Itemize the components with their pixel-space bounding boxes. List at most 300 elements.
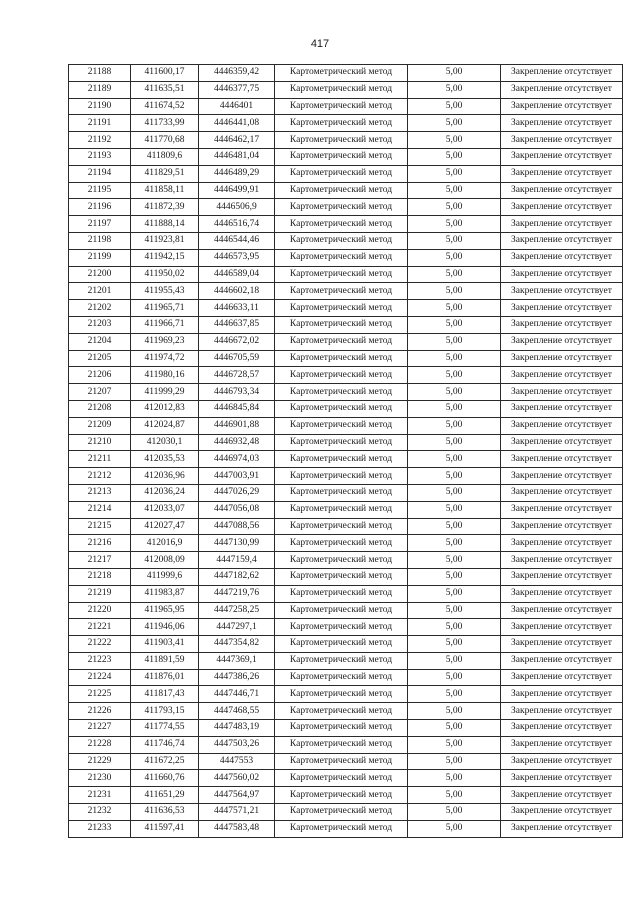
table-row	[69, 165, 623, 182]
accuracy-cell: 5,00	[408, 115, 501, 132]
point-number-cell: 21204	[69, 333, 131, 350]
table-row	[69, 400, 623, 417]
accuracy-cell: 5,00	[408, 249, 501, 266]
method-cell: Картометрический метод	[275, 619, 408, 636]
method-cell: Картометрический метод	[275, 568, 408, 585]
accuracy-cell: 5,00	[408, 787, 501, 804]
y-coordinate-cell: 4446589,04	[199, 266, 275, 283]
point-number-cell: 21233	[69, 820, 131, 837]
method-cell: Картометрический метод	[275, 804, 408, 821]
method-cell: Картометрический метод	[275, 518, 408, 535]
fixation-cell: Закрепление отсутствует	[501, 199, 623, 216]
method-cell: Картометрический метод	[275, 300, 408, 317]
fixation-cell: Закрепление отсутствует	[501, 165, 623, 182]
table-row	[69, 300, 623, 317]
method-cell: Картометрический метод	[275, 636, 408, 653]
x-coordinate-cell: 411966,71	[131, 316, 199, 333]
fixation-cell: Закрепление отсутствует	[501, 266, 623, 283]
table-row	[69, 552, 623, 569]
point-number-cell: 21228	[69, 736, 131, 753]
accuracy-cell: 5,00	[408, 753, 501, 770]
table-row	[69, 753, 623, 770]
y-coordinate-cell: 4447468,55	[199, 703, 275, 720]
point-number-cell: 21194	[69, 165, 131, 182]
point-number-cell: 21219	[69, 585, 131, 602]
y-coordinate-cell: 4447354,82	[199, 636, 275, 653]
method-cell: Картометрический метод	[275, 148, 408, 165]
y-coordinate-cell: 4447553	[199, 753, 275, 770]
fixation-cell: Закрепление отсутствует	[501, 115, 623, 132]
method-cell: Картометрический метод	[275, 333, 408, 350]
method-cell: Картометрический метод	[275, 81, 408, 98]
method-cell: Картометрический метод	[275, 316, 408, 333]
x-coordinate-cell: 411923,81	[131, 232, 199, 249]
y-coordinate-cell: 4446974,03	[199, 451, 275, 468]
point-number-cell: 21205	[69, 350, 131, 367]
accuracy-cell: 5,00	[408, 266, 501, 283]
method-cell: Картометрический метод	[275, 417, 408, 434]
table-row	[69, 585, 623, 602]
table-row	[69, 199, 623, 216]
table-row	[69, 736, 623, 753]
x-coordinate-cell: 412024,87	[131, 417, 199, 434]
method-cell: Картометрический метод	[275, 132, 408, 149]
fixation-cell: Закрепление отсутствует	[501, 484, 623, 501]
point-number-cell: 21218	[69, 568, 131, 585]
fixation-cell: Закрепление отсутствует	[501, 820, 623, 837]
x-coordinate-cell: 412030,1	[131, 434, 199, 451]
table-row	[69, 568, 623, 585]
y-coordinate-cell: 4446793,34	[199, 384, 275, 401]
point-number-cell: 21227	[69, 720, 131, 737]
fixation-cell: Закрепление отсутствует	[501, 65, 623, 82]
table-row	[69, 602, 623, 619]
table-row	[69, 820, 623, 837]
y-coordinate-cell: 4446462,17	[199, 132, 275, 149]
accuracy-cell: 5,00	[408, 720, 501, 737]
x-coordinate-cell: 412036,24	[131, 484, 199, 501]
point-number-cell: 21195	[69, 182, 131, 199]
table-row	[69, 804, 623, 821]
method-cell: Картометрический метод	[275, 753, 408, 770]
x-coordinate-cell: 411969,23	[131, 333, 199, 350]
accuracy-cell: 5,00	[408, 535, 501, 552]
x-coordinate-cell: 411965,95	[131, 602, 199, 619]
fixation-cell: Закрепление отсутствует	[501, 182, 623, 199]
x-coordinate-cell: 411746,74	[131, 736, 199, 753]
method-cell: Картометрический метод	[275, 283, 408, 300]
point-number-cell: 21210	[69, 434, 131, 451]
y-coordinate-cell: 4447503,26	[199, 736, 275, 753]
method-cell: Картометрический метод	[275, 484, 408, 501]
fixation-cell: Закрепление отсутствует	[501, 98, 623, 115]
table-row	[69, 182, 623, 199]
x-coordinate-cell: 411635,51	[131, 81, 199, 98]
coordinates-table	[68, 64, 623, 838]
accuracy-cell: 5,00	[408, 652, 501, 669]
accuracy-cell: 5,00	[408, 501, 501, 518]
x-coordinate-cell: 412012,83	[131, 400, 199, 417]
x-coordinate-cell: 412035,53	[131, 451, 199, 468]
point-number-cell: 21214	[69, 501, 131, 518]
point-number-cell: 21212	[69, 468, 131, 485]
method-cell: Картометрический метод	[275, 468, 408, 485]
accuracy-cell: 5,00	[408, 669, 501, 686]
y-coordinate-cell: 4447219,76	[199, 585, 275, 602]
x-coordinate-cell: 411858,11	[131, 182, 199, 199]
table-row	[69, 652, 623, 669]
fixation-cell: Закрепление отсутствует	[501, 703, 623, 720]
table-row	[69, 384, 623, 401]
fixation-cell: Закрепление отсутствует	[501, 736, 623, 753]
fixation-cell: Закрепление отсутствует	[501, 367, 623, 384]
point-number-cell: 21191	[69, 115, 131, 132]
method-cell: Картометрический метод	[275, 736, 408, 753]
fixation-cell: Закрепление отсутствует	[501, 249, 623, 266]
accuracy-cell: 5,00	[408, 283, 501, 300]
method-cell: Картометрический метод	[275, 350, 408, 367]
point-number-cell: 21201	[69, 283, 131, 300]
x-coordinate-cell: 411942,15	[131, 249, 199, 266]
fixation-cell: Закрепление отсутствует	[501, 753, 623, 770]
point-number-cell: 21198	[69, 232, 131, 249]
accuracy-cell: 5,00	[408, 216, 501, 233]
method-cell: Картометрический метод	[275, 199, 408, 216]
y-coordinate-cell: 4446602,18	[199, 283, 275, 300]
accuracy-cell: 5,00	[408, 451, 501, 468]
table-row	[69, 468, 623, 485]
y-coordinate-cell: 4446573,95	[199, 249, 275, 266]
method-cell: Картометрический метод	[275, 367, 408, 384]
x-coordinate-cell: 411974,72	[131, 350, 199, 367]
accuracy-cell: 5,00	[408, 703, 501, 720]
y-coordinate-cell: 4447026,29	[199, 484, 275, 501]
x-coordinate-cell: 411600,17	[131, 65, 199, 82]
table-row	[69, 703, 623, 720]
accuracy-cell: 5,00	[408, 182, 501, 199]
accuracy-cell: 5,00	[408, 417, 501, 434]
x-coordinate-cell: 411674,52	[131, 98, 199, 115]
accuracy-cell: 5,00	[408, 484, 501, 501]
point-number-cell: 21203	[69, 316, 131, 333]
method-cell: Картометрический метод	[275, 820, 408, 837]
accuracy-cell: 5,00	[408, 98, 501, 115]
fixation-cell: Закрепление отсутствует	[501, 468, 623, 485]
accuracy-cell: 5,00	[408, 736, 501, 753]
fixation-cell: Закрепление отсутствует	[501, 636, 623, 653]
y-coordinate-cell: 4446359,42	[199, 65, 275, 82]
accuracy-cell: 5,00	[408, 468, 501, 485]
fixation-cell: Закрепление отсутствует	[501, 350, 623, 367]
table-row	[69, 417, 623, 434]
table-row	[69, 619, 623, 636]
accuracy-cell: 5,00	[408, 585, 501, 602]
x-coordinate-cell: 412027,47	[131, 518, 199, 535]
y-coordinate-cell: 4446845,84	[199, 400, 275, 417]
x-coordinate-cell: 411809,6	[131, 148, 199, 165]
y-coordinate-cell: 4446901,88	[199, 417, 275, 434]
table-row	[69, 686, 623, 703]
x-coordinate-cell: 411999,6	[131, 568, 199, 585]
method-cell: Картометрический метод	[275, 602, 408, 619]
method-cell: Картометрический метод	[275, 652, 408, 669]
accuracy-cell: 5,00	[408, 165, 501, 182]
x-coordinate-cell: 411983,87	[131, 585, 199, 602]
fixation-cell: Закрепление отсутствует	[501, 216, 623, 233]
fixation-cell: Закрепление отсутствует	[501, 686, 623, 703]
y-coordinate-cell: 4446633,11	[199, 300, 275, 317]
y-coordinate-cell: 4447483,19	[199, 720, 275, 737]
point-number-cell: 21216	[69, 535, 131, 552]
y-coordinate-cell: 4447560,02	[199, 770, 275, 787]
point-number-cell: 21222	[69, 636, 131, 653]
x-coordinate-cell: 412036,96	[131, 468, 199, 485]
x-coordinate-cell: 411793,15	[131, 703, 199, 720]
fixation-cell: Закрепление отсутствует	[501, 804, 623, 821]
x-coordinate-cell: 411999,29	[131, 384, 199, 401]
table-row	[69, 249, 623, 266]
fixation-cell: Закрепление отсутствует	[501, 132, 623, 149]
method-cell: Картометрический метод	[275, 552, 408, 569]
method-cell: Картометрический метод	[275, 787, 408, 804]
table-row	[69, 316, 623, 333]
table-row	[69, 720, 623, 737]
y-coordinate-cell: 4446728,57	[199, 367, 275, 384]
table-row	[69, 350, 623, 367]
fixation-cell: Закрепление отсутствует	[501, 232, 623, 249]
point-number-cell: 21188	[69, 65, 131, 82]
table-row	[69, 266, 623, 283]
y-coordinate-cell: 4447571,21	[199, 804, 275, 821]
table-row	[69, 434, 623, 451]
table-row	[69, 518, 623, 535]
y-coordinate-cell: 4447583,48	[199, 820, 275, 837]
fixation-cell: Закрепление отсутствует	[501, 81, 623, 98]
point-number-cell: 21192	[69, 132, 131, 149]
fixation-cell: Закрепление отсутствует	[501, 602, 623, 619]
table-row	[69, 484, 623, 501]
y-coordinate-cell: 4446544,46	[199, 232, 275, 249]
accuracy-cell: 5,00	[408, 199, 501, 216]
accuracy-cell: 5,00	[408, 400, 501, 417]
y-coordinate-cell: 4447564,97	[199, 787, 275, 804]
accuracy-cell: 5,00	[408, 132, 501, 149]
table-row	[69, 535, 623, 552]
x-coordinate-cell: 411965,71	[131, 300, 199, 317]
fixation-cell: Закрепление отсутствует	[501, 518, 623, 535]
accuracy-cell: 5,00	[408, 300, 501, 317]
y-coordinate-cell: 4446481,04	[199, 148, 275, 165]
method-cell: Картометрический метод	[275, 535, 408, 552]
fixation-cell: Закрепление отсутствует	[501, 619, 623, 636]
method-cell: Картометрический метод	[275, 165, 408, 182]
table-row	[69, 65, 623, 82]
method-cell: Картометрический метод	[275, 669, 408, 686]
x-coordinate-cell: 411636,53	[131, 804, 199, 821]
point-number-cell: 21202	[69, 300, 131, 317]
y-coordinate-cell: 4447297,1	[199, 619, 275, 636]
accuracy-cell: 5,00	[408, 619, 501, 636]
fixation-cell: Закрепление отсутствует	[501, 652, 623, 669]
y-coordinate-cell: 4447182,62	[199, 568, 275, 585]
x-coordinate-cell: 411829,51	[131, 165, 199, 182]
accuracy-cell: 5,00	[408, 770, 501, 787]
point-number-cell: 21224	[69, 669, 131, 686]
fixation-cell: Закрепление отсутствует	[501, 770, 623, 787]
point-number-cell: 21208	[69, 400, 131, 417]
x-coordinate-cell: 411651,29	[131, 787, 199, 804]
point-number-cell: 21211	[69, 451, 131, 468]
fixation-cell: Закрепление отсутствует	[501, 316, 623, 333]
method-cell: Картометрический метод	[275, 501, 408, 518]
point-number-cell: 21225	[69, 686, 131, 703]
y-coordinate-cell: 4447130,99	[199, 535, 275, 552]
accuracy-cell: 5,00	[408, 518, 501, 535]
x-coordinate-cell: 412033,07	[131, 501, 199, 518]
x-coordinate-cell: 411950,02	[131, 266, 199, 283]
x-coordinate-cell: 411817,43	[131, 686, 199, 703]
x-coordinate-cell: 411733,99	[131, 115, 199, 132]
method-cell: Картометрический метод	[275, 400, 408, 417]
accuracy-cell: 5,00	[408, 636, 501, 653]
method-cell: Картометрический метод	[275, 65, 408, 82]
point-number-cell: 21220	[69, 602, 131, 619]
table-row	[69, 132, 623, 149]
accuracy-cell: 5,00	[408, 568, 501, 585]
fixation-cell: Закрепление отсутствует	[501, 451, 623, 468]
table-row	[69, 770, 623, 787]
accuracy-cell: 5,00	[408, 81, 501, 98]
point-number-cell: 21229	[69, 753, 131, 770]
point-number-cell: 21232	[69, 804, 131, 821]
fixation-cell: Закрепление отсутствует	[501, 501, 623, 518]
x-coordinate-cell: 411672,25	[131, 753, 199, 770]
fixation-cell: Закрепление отсутствует	[501, 568, 623, 585]
fixation-cell: Закрепление отсутствует	[501, 787, 623, 804]
point-number-cell: 21226	[69, 703, 131, 720]
y-coordinate-cell: 4446401	[199, 98, 275, 115]
accuracy-cell: 5,00	[408, 384, 501, 401]
point-number-cell: 21231	[69, 787, 131, 804]
x-coordinate-cell: 411891,59	[131, 652, 199, 669]
y-coordinate-cell: 4447003,91	[199, 468, 275, 485]
point-number-cell: 21206	[69, 367, 131, 384]
x-coordinate-cell: 411955,43	[131, 283, 199, 300]
point-number-cell: 21196	[69, 199, 131, 216]
point-number-cell: 21213	[69, 484, 131, 501]
point-number-cell: 21217	[69, 552, 131, 569]
accuracy-cell: 5,00	[408, 333, 501, 350]
accuracy-cell: 5,00	[408, 232, 501, 249]
x-coordinate-cell: 411770,68	[131, 132, 199, 149]
table-row	[69, 787, 623, 804]
fixation-cell: Закрепление отсутствует	[501, 585, 623, 602]
fixation-cell: Закрепление отсутствует	[501, 400, 623, 417]
table-row	[69, 115, 623, 132]
accuracy-cell: 5,00	[408, 65, 501, 82]
fixation-cell: Закрепление отсутствует	[501, 552, 623, 569]
fixation-cell: Закрепление отсутствует	[501, 333, 623, 350]
point-number-cell: 21189	[69, 81, 131, 98]
table-row	[69, 501, 623, 518]
table-row	[69, 333, 623, 350]
table-row	[69, 98, 623, 115]
table-row	[69, 367, 623, 384]
x-coordinate-cell: 412016,9	[131, 535, 199, 552]
y-coordinate-cell: 4446499,91	[199, 182, 275, 199]
table-row	[69, 283, 623, 300]
point-number-cell: 21207	[69, 384, 131, 401]
method-cell: Картометрический метод	[275, 115, 408, 132]
y-coordinate-cell: 4447446,71	[199, 686, 275, 703]
fixation-cell: Закрепление отсутствует	[501, 384, 623, 401]
point-number-cell: 21199	[69, 249, 131, 266]
fixation-cell: Закрепление отсутствует	[501, 148, 623, 165]
point-number-cell: 21221	[69, 619, 131, 636]
table-row	[69, 148, 623, 165]
y-coordinate-cell: 4447088,56	[199, 518, 275, 535]
method-cell: Картометрический метод	[275, 384, 408, 401]
x-coordinate-cell: 411774,55	[131, 720, 199, 737]
x-coordinate-cell: 411946,06	[131, 619, 199, 636]
y-coordinate-cell: 4447369,1	[199, 652, 275, 669]
method-cell: Картометрический метод	[275, 720, 408, 737]
method-cell: Картометрический метод	[275, 451, 408, 468]
accuracy-cell: 5,00	[408, 148, 501, 165]
y-coordinate-cell: 4447386,26	[199, 669, 275, 686]
accuracy-cell: 5,00	[408, 602, 501, 619]
method-cell: Картометрический метод	[275, 686, 408, 703]
method-cell: Картометрический метод	[275, 703, 408, 720]
x-coordinate-cell: 411597,41	[131, 820, 199, 837]
point-number-cell: 21223	[69, 652, 131, 669]
point-number-cell: 21197	[69, 216, 131, 233]
table-row	[69, 216, 623, 233]
y-coordinate-cell: 4446672,02	[199, 333, 275, 350]
y-coordinate-cell: 4446637,85	[199, 316, 275, 333]
point-number-cell: 21209	[69, 417, 131, 434]
point-number-cell: 21200	[69, 266, 131, 283]
accuracy-cell: 5,00	[408, 552, 501, 569]
y-coordinate-cell: 4446441,08	[199, 115, 275, 132]
accuracy-cell: 5,00	[408, 350, 501, 367]
method-cell: Картометрический метод	[275, 434, 408, 451]
page-number: 417	[310, 38, 330, 50]
method-cell: Картометрический метод	[275, 266, 408, 283]
y-coordinate-cell: 4446705,59	[199, 350, 275, 367]
y-coordinate-cell: 4447056,08	[199, 501, 275, 518]
method-cell: Картометрический метод	[275, 232, 408, 249]
table-row	[69, 451, 623, 468]
y-coordinate-cell: 4446377,75	[199, 81, 275, 98]
accuracy-cell: 5,00	[408, 804, 501, 821]
accuracy-cell: 5,00	[408, 820, 501, 837]
method-cell: Картометрический метод	[275, 216, 408, 233]
table-row	[69, 669, 623, 686]
y-coordinate-cell: 4446516,74	[199, 216, 275, 233]
x-coordinate-cell: 411903,41	[131, 636, 199, 653]
point-number-cell: 21190	[69, 98, 131, 115]
y-coordinate-cell: 4446932,48	[199, 434, 275, 451]
y-coordinate-cell: 4447258,25	[199, 602, 275, 619]
method-cell: Картометрический метод	[275, 182, 408, 199]
accuracy-cell: 5,00	[408, 686, 501, 703]
y-coordinate-cell: 4447159,4	[199, 552, 275, 569]
y-coordinate-cell: 4446489,29	[199, 165, 275, 182]
coordinates-table-body	[69, 65, 623, 838]
y-coordinate-cell: 4446506,9	[199, 199, 275, 216]
table-row	[69, 232, 623, 249]
